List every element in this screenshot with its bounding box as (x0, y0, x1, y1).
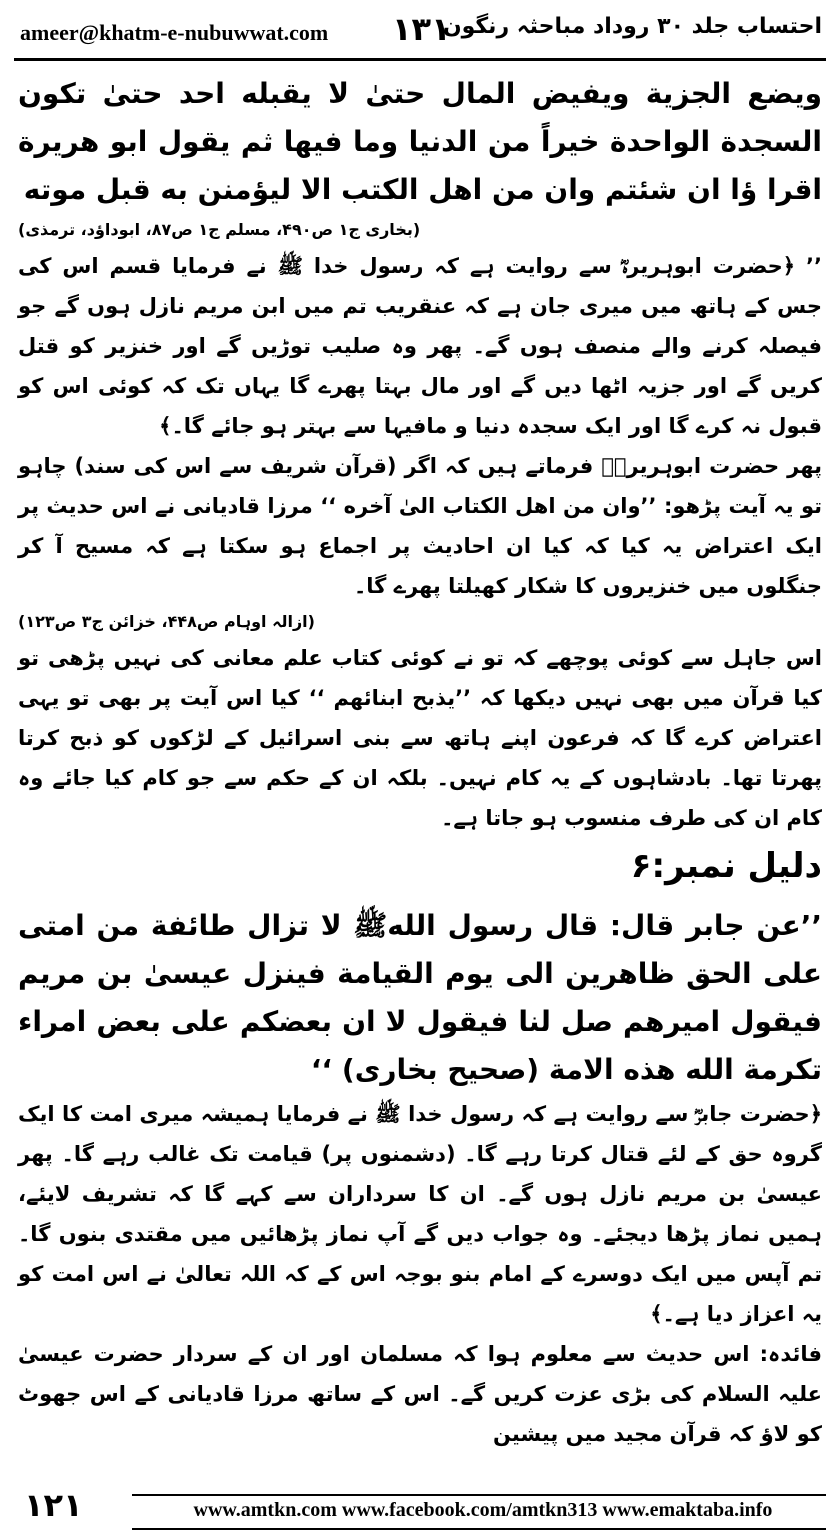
footer-divider-top (132, 1494, 826, 1496)
header-page-number: ۱۳۱ (392, 10, 451, 48)
section-heading: دلیل نمبر:۶ (630, 846, 822, 886)
footer-divider-bottom (132, 1528, 826, 1530)
header-email: ameer@khatm-e-nubuwwat.com (20, 20, 329, 45)
reference-1: (بخاری ج۱ ص۴۹۰، مسلم ج۱ ص۸۷، ابوداؤد، ترمذی) (18, 220, 421, 239)
urdu-translation-1: ’’ ﴿حضرت ابوہریرہؓ سے روایت ہے کہ رسول خدا ﷺ نے فرمایا قسم اس کی جس کے ہاتھ میں میری جان ہے کہ عنقریب تم میں ابن مریم نازل ہوں گے جو فیصلہ کرنے والے منصف ہوں گے۔ پھر وہ صلیب توڑیں گے اور خنزیر کو قتل کریں گے اور جزیہ اٹھا دیں گے اور مال بہتا پھرے گا یہاں تک کہ کوئی اس کو قبول نہ کرے گا اور ایک سجدہ دنیا و مافیہا سے بہتر ہو جائے گا۔﴾ (18, 254, 822, 438)
urdu-translation-2: ﴿حضرت جابرؓ سے روایت ہے کہ رسول خدا ﷺ نے فرمایا ہمیشہ میری امت کا ایک گروہ حق کے لئے قتال کرتا رہے گا۔ (دشمنوں پر) قیامت تک غالب رہے گا۔ پھر عیسیٰ بن مریم نازل ہوں گے۔ ان کا سرداران سے کہے گا کہ تشریف لایئے، ہمیں نماز پڑھا دیجئے۔ وہ جواب دیں گے آپ نماز پڑھائیں میں مقتدی بنوں گا۔ تم آپس میں ایک دوسرے کے امام بنو بوجہ اس کے کہ اللہ تعالیٰ نے اس امت کو یہ اعزاز دیا ہے۔﴾ (18, 1102, 822, 1326)
header-title: احتساب جلد ۳۰ روداد مباحثہ رنگون (442, 14, 822, 39)
footer-links: www.amtkn.com www.facebook.com/amtkn313 www.emaktaba.info (193, 1499, 773, 1521)
page-body (18, 70, 822, 1454)
footer-page-number: ۱۲۱ (24, 1486, 83, 1524)
header-divider (14, 58, 826, 61)
page-footer (14, 1484, 826, 1532)
urdu-paragraph-3: اس جاہل سے کوئی پوچھے کہ تو نے کوئی کتاب علم معانی کی نہیں پڑھی تو کیا قرآن میں بھی نہیں دیکھا کہ ’’یذبح ابنائهم ‘‘ کیا اس آیت پر بھی تو یہی اعتراض کرے گا کہ فرعون اپنے ہاتھ سے بنی اسرائیل کے لڑکوں کو ذبح کرتا پھرتا تھا۔ بادشاہوں کے یہ کام نہیں۔ بلکہ ان کے حکم سے جو کام کیا جائے وہ کام ان کی طرف منسوب ہو جاتا ہے۔ (18, 646, 822, 830)
urdu-paragraph-benefit: فائدہ: اس حدیث سے معلوم ہوا کہ مسلمان اور ان کے سردار حضرت عیسیٰ علیہ السلام کی بڑی عزت کریں گے۔ اس کے ساتھ مرزا قادیانی کے اس جھوٹ کو لاؤ کہ قرآن مجید میں پیشین (18, 1342, 822, 1446)
arabic-hadith-1: ویضع الجزیة ویفیض المال حتیٰ لا یقبله احد حتیٰ تکون السجدة الواحدة خیراً من الدنیا وما فیها ثم یقول ابو هریرة اقرا ؤا ان شئتم وان من اهل الکتب الا لیؤمنن به قبل موته (18, 77, 822, 206)
reference-2: (ازالہ اوہام ص۴۴۸، خزائن ج۳ ص۱۲۳) (18, 612, 315, 631)
page-header (14, 6, 826, 62)
urdu-paragraph-2: پھر حضرت ابوہریرہؓ فرماتے ہیں کہ اگر (قرآن شریف سے اس کی سند) چاہو تو یہ آیت پڑھو: ’’وان من اهل الکتاب الیٰ آخره ‘‘ مرزا قادیانی نے اس حدیث پر ایک اعتراض یہ کیا کہ کیا ان احادیث پر اجماع ہو سکتا ہے کہ مسیح آ کر جنگلوں میں خنزیروں کا شکار کھیلتا پھرے گا۔ (18, 454, 822, 598)
arabic-hadith-2: ’’عن جابر قال: قال رسول اللهﷺ لا تزال طائفة من امتی علی الحق ظاهرین الی یوم القیامة فینزل عیسیٰ بن مریم فیقول امیرهم صل لنا فیقول لا ان بعضکم علی بعض امراء تکرمة الله هذه الامة (صحیح بخاری) ‘‘ (18, 909, 822, 1086)
